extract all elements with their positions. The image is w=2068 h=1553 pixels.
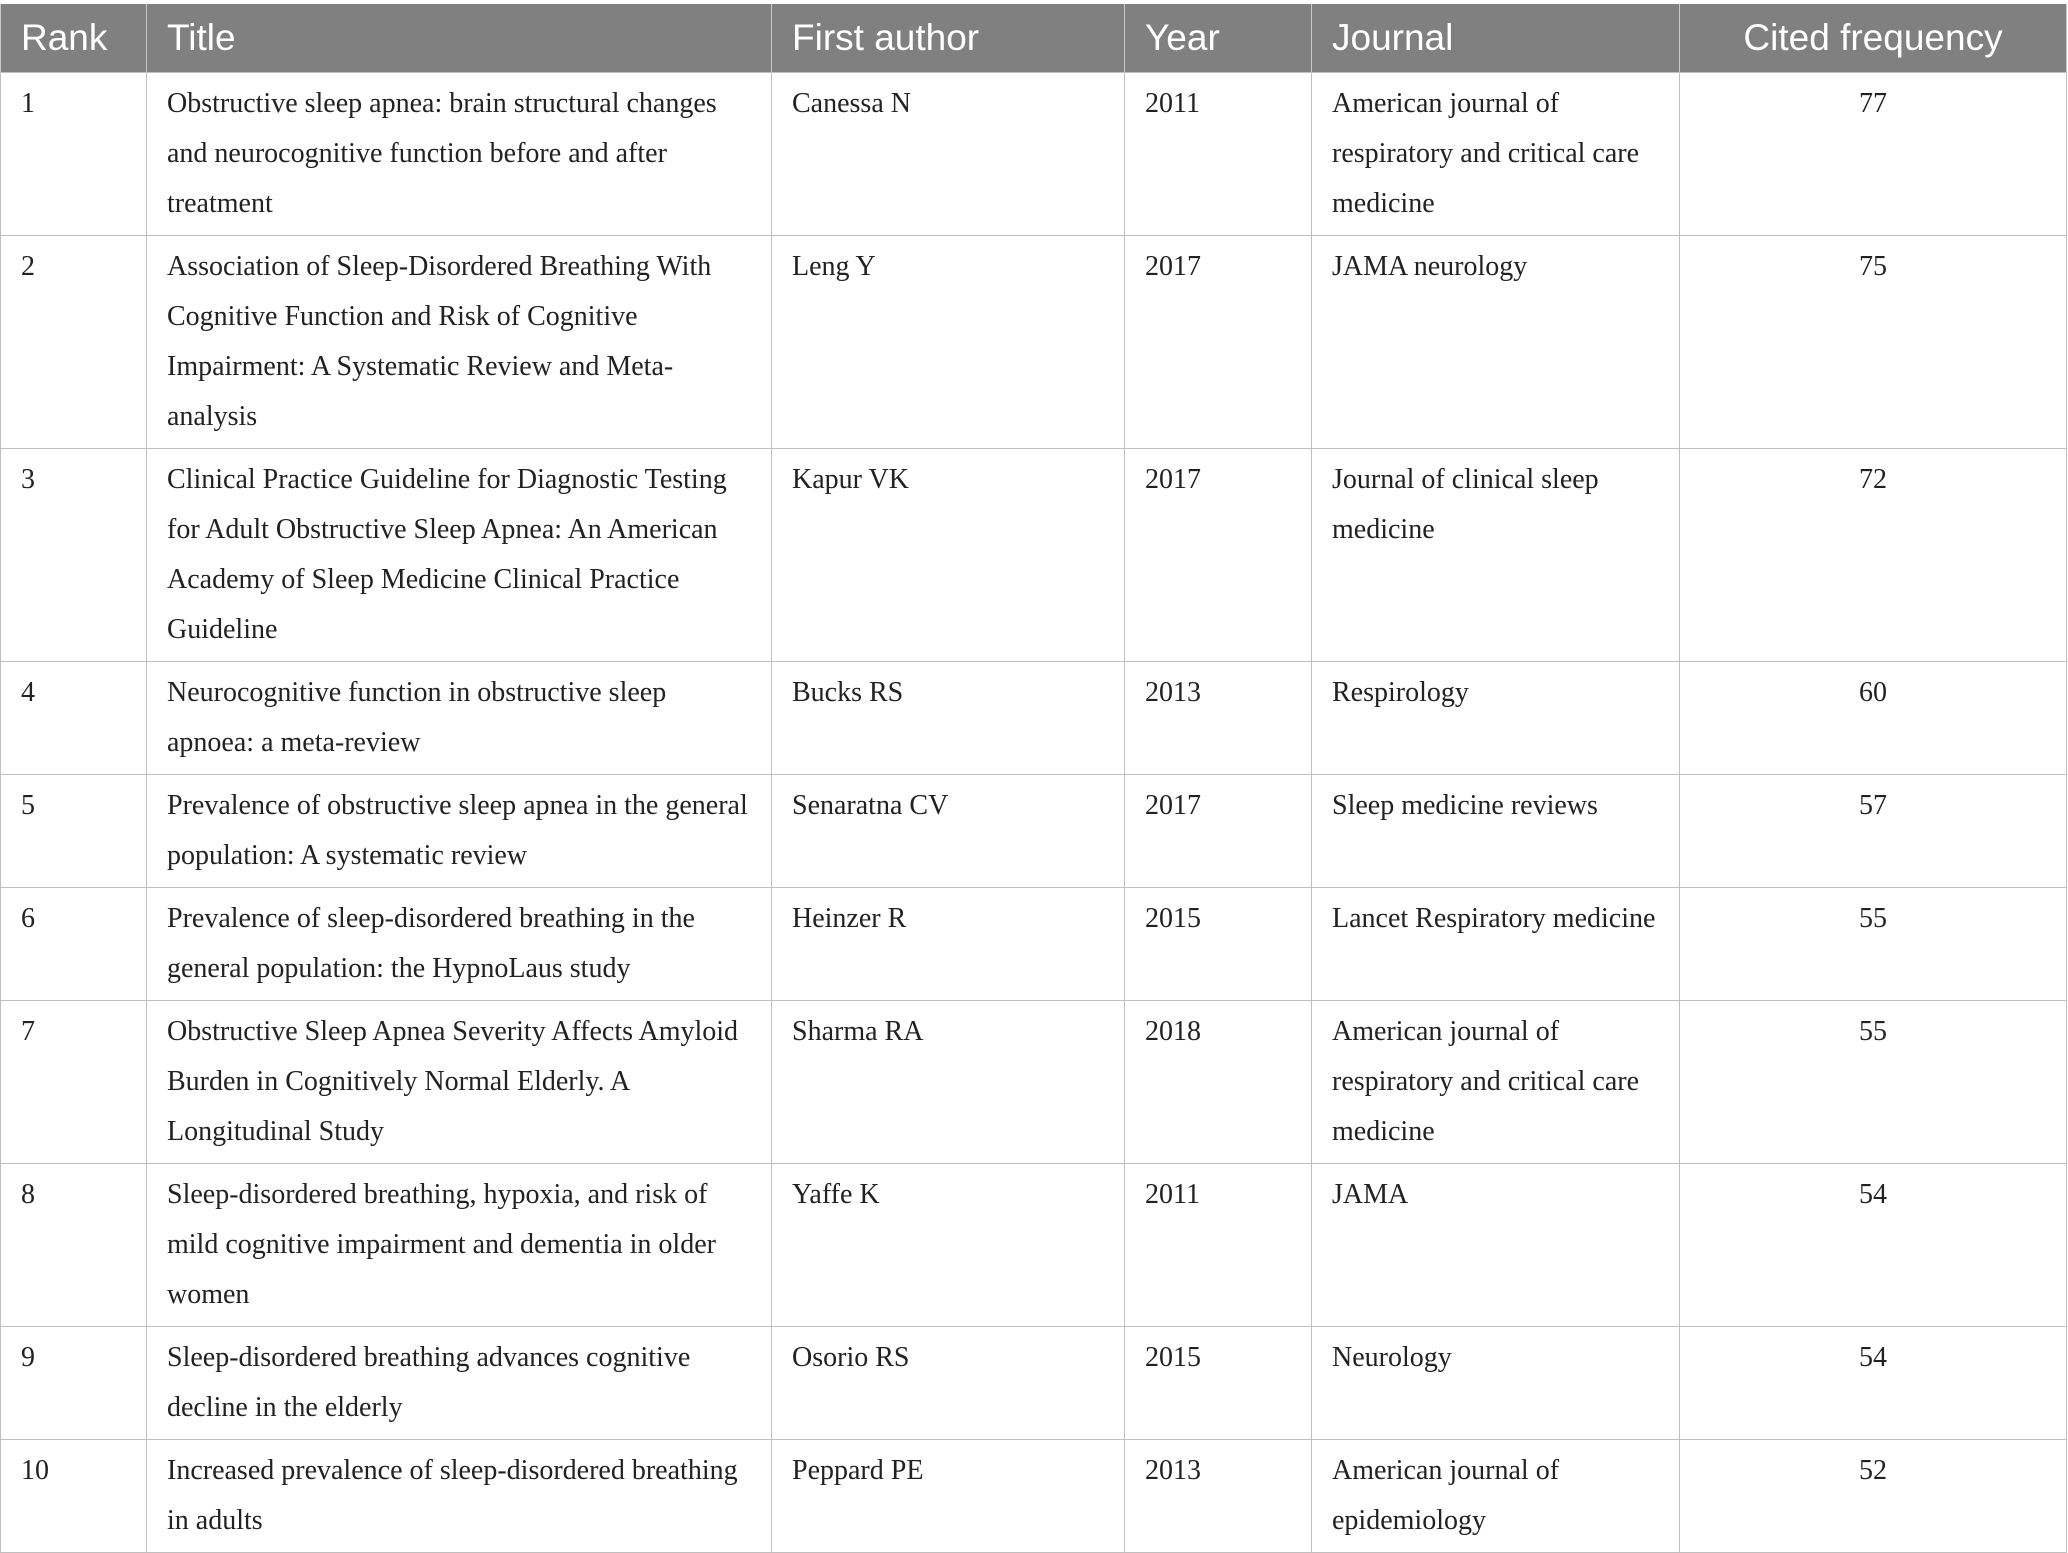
cell-cited-frequency: 52	[1680, 1440, 2067, 1553]
cell-journal: American journal of respiratory and critical care medicine	[1312, 1001, 1680, 1164]
cell-first-author: Yaffe K	[772, 1164, 1125, 1327]
cell-rank: 4	[1, 662, 147, 775]
cell-cited-frequency: 60	[1680, 662, 2067, 775]
table-row	[1, 236, 2067, 449]
cell-title: Prevalence of sleep-disordered breathing in the general population: the HypnoLaus study	[147, 888, 772, 1001]
table-header-row	[1, 4, 2067, 73]
cell-journal: Respirology	[1312, 662, 1680, 775]
header-cited-frequency: Cited frequency	[1680, 4, 2067, 73]
cell-journal: American journal of respiratory and critical care medicine	[1312, 73, 1680, 236]
citation-table	[0, 4, 2067, 1553]
cell-cited-frequency: 55	[1680, 1001, 2067, 1164]
cell-first-author: Canessa N	[772, 73, 1125, 236]
cell-rank: 5	[1, 775, 147, 888]
cell-title: Neurocognitive function in obstructive sleep apnoea: a meta-review	[147, 662, 772, 775]
cell-journal: Lancet Respiratory medicine	[1312, 888, 1680, 1001]
cell-title: Obstructive sleep apnea: brain structural changes and neurocognitive function before and after treatment	[147, 73, 772, 236]
cell-title: Sleep-disordered breathing advances cognitive decline in the elderly	[147, 1327, 772, 1440]
cell-rank: 3	[1, 449, 147, 662]
table-row	[1, 662, 2067, 775]
cell-year: 2017	[1125, 775, 1312, 888]
cell-title: Clinical Practice Guideline for Diagnostic Testing for Adult Obstructive Sleep Apnea: An American Academy of Sleep Medicine Clinical Practice Guideline	[147, 449, 772, 662]
cell-rank: 8	[1, 1164, 147, 1327]
cell-cited-frequency: 57	[1680, 775, 2067, 888]
cell-year: 2015	[1125, 1327, 1312, 1440]
cell-rank: 2	[1, 236, 147, 449]
table-row	[1, 1327, 2067, 1440]
cell-year: 2018	[1125, 1001, 1312, 1164]
cell-first-author: Bucks RS	[772, 662, 1125, 775]
cell-cited-frequency: 72	[1680, 449, 2067, 662]
cell-rank: 1	[1, 73, 147, 236]
cell-first-author: Kapur VK	[772, 449, 1125, 662]
cell-title: Sleep-disordered breathing, hypoxia, and risk of mild cognitive impairment and dementia in older women	[147, 1164, 772, 1327]
cell-first-author: Leng Y	[772, 236, 1125, 449]
cell-cited-frequency: 54	[1680, 1164, 2067, 1327]
header-first-author: First author	[772, 4, 1125, 73]
cell-year: 2015	[1125, 888, 1312, 1001]
cell-year: 2011	[1125, 73, 1312, 236]
cell-year: 2013	[1125, 1440, 1312, 1553]
cell-cited-frequency: 54	[1680, 1327, 2067, 1440]
cell-year: 2017	[1125, 236, 1312, 449]
cell-journal: JAMA	[1312, 1164, 1680, 1327]
table-row	[1, 1001, 2067, 1164]
cell-year: 2017	[1125, 449, 1312, 662]
cell-journal: American journal of epidemiology	[1312, 1440, 1680, 1553]
cell-rank: 10	[1, 1440, 147, 1553]
cell-journal: Journal of clinical sleep medicine	[1312, 449, 1680, 662]
table-row	[1, 775, 2067, 888]
table-row	[1, 449, 2067, 662]
cell-cited-frequency: 77	[1680, 73, 2067, 236]
cell-first-author: Peppard PE	[772, 1440, 1125, 1553]
cell-year: 2013	[1125, 662, 1312, 775]
header-journal: Journal	[1312, 4, 1680, 73]
cell-title: Increased prevalence of sleep-disordered breathing in adults	[147, 1440, 772, 1553]
cell-first-author: Osorio RS	[772, 1327, 1125, 1440]
cell-cited-frequency: 55	[1680, 888, 2067, 1001]
cell-first-author: Senaratna CV	[772, 775, 1125, 888]
cell-cited-frequency: 75	[1680, 236, 2067, 449]
header-rank: Rank	[1, 4, 147, 73]
cell-first-author: Sharma RA	[772, 1001, 1125, 1164]
table-row	[1, 73, 2067, 236]
cell-journal: Neurology	[1312, 1327, 1680, 1440]
table-row	[1, 1164, 2067, 1327]
cell-first-author: Heinzer R	[772, 888, 1125, 1001]
cell-year: 2011	[1125, 1164, 1312, 1327]
header-year: Year	[1125, 4, 1312, 73]
cell-rank: 9	[1, 1327, 147, 1440]
cell-title: Association of Sleep-Disordered Breathing With Cognitive Function and Risk of Cognitive Impairment: A Systematic Review and Meta-analysis	[147, 236, 772, 449]
cell-journal: Sleep medicine reviews	[1312, 775, 1680, 888]
table-row	[1, 888, 2067, 1001]
cell-rank: 6	[1, 888, 147, 1001]
cell-title: Prevalence of obstructive sleep apnea in the general population: A systematic review	[147, 775, 772, 888]
cell-journal: JAMA neurology	[1312, 236, 1680, 449]
cell-title: Obstructive Sleep Apnea Severity Affects Amyloid Burden in Cognitively Normal Elderly. A Longitudinal Study	[147, 1001, 772, 1164]
cell-rank: 7	[1, 1001, 147, 1164]
header-title: Title	[147, 4, 772, 73]
table-row	[1, 1440, 2067, 1553]
